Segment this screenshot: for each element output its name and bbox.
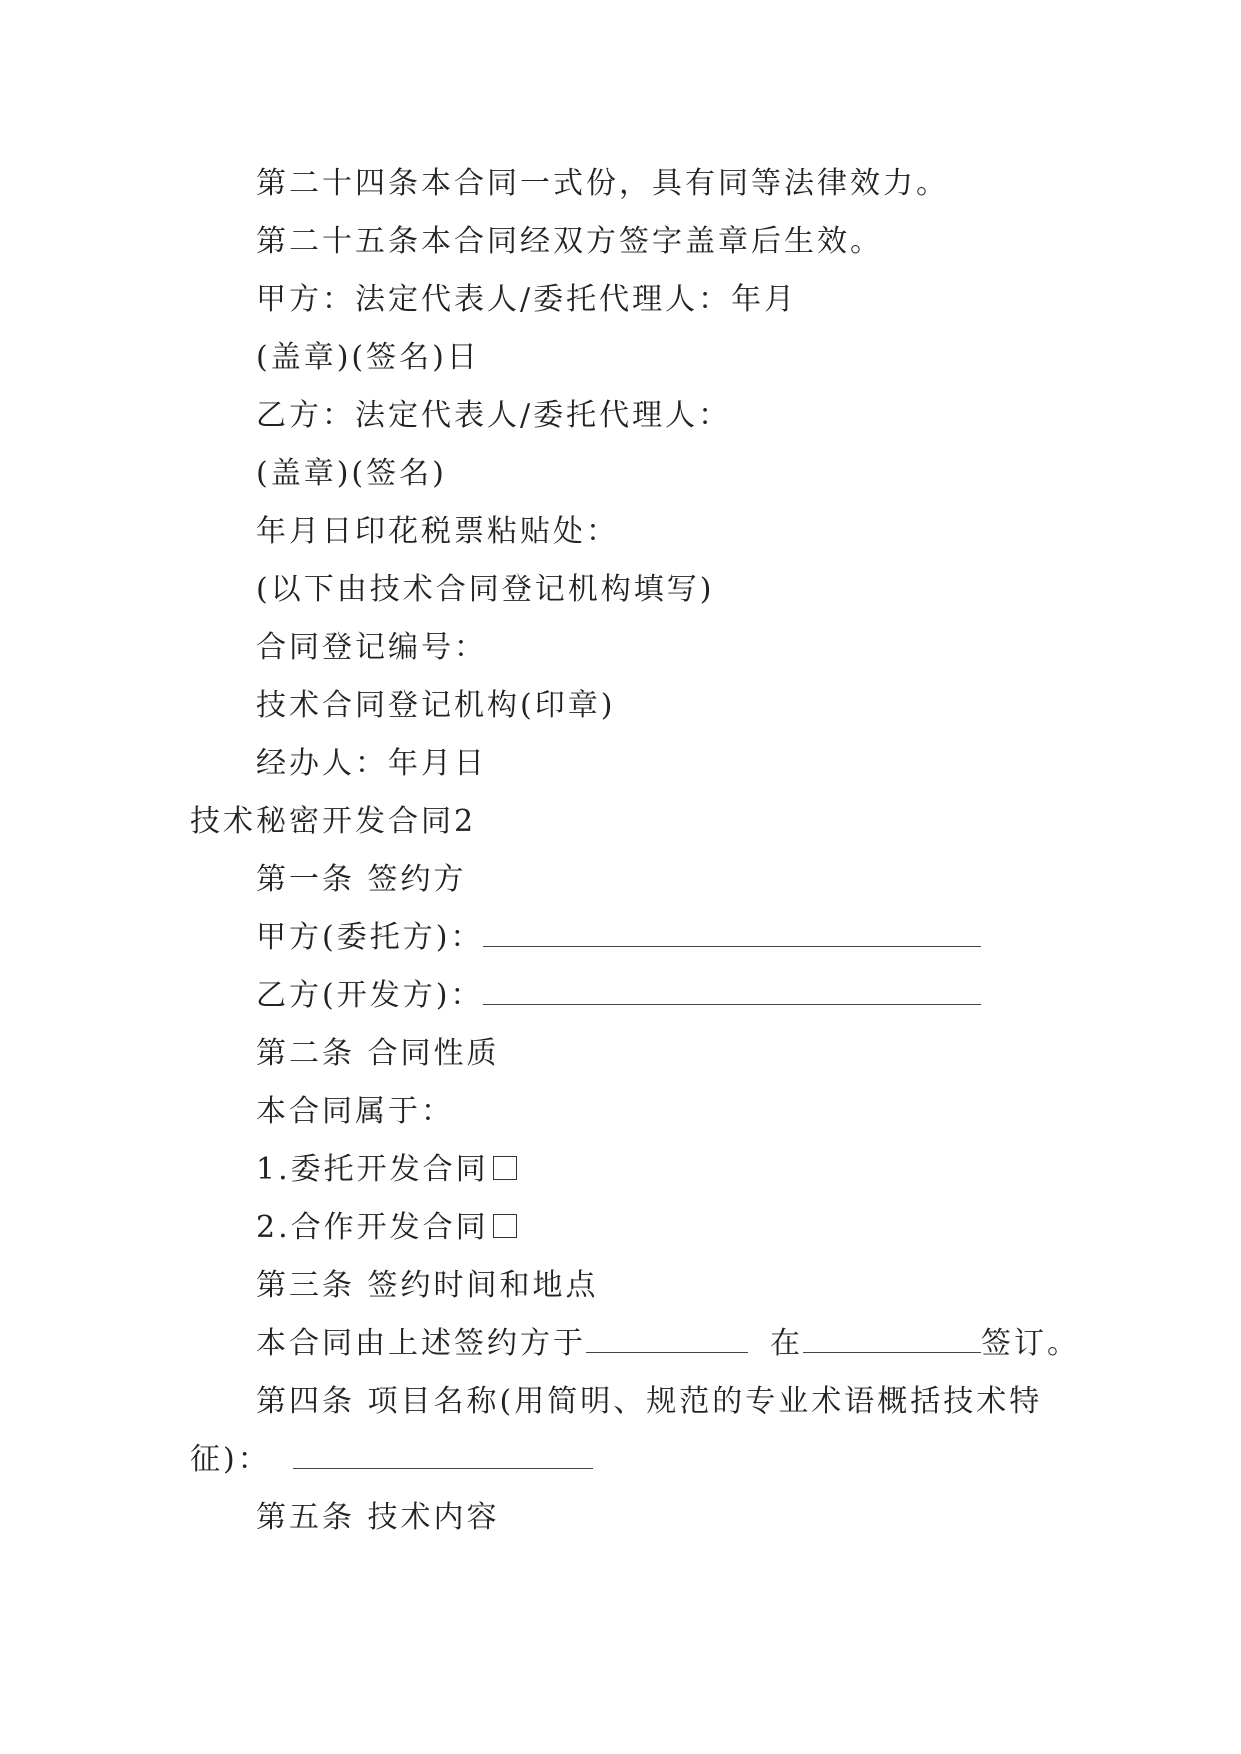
stamp-tax-line: 年月日印花税票粘贴处：	[256, 514, 619, 549]
option-1-checkbox	[493, 1156, 517, 1180]
signing-text-3: 签订。	[981, 1326, 1080, 1361]
handler-line: 经办人：年月日	[256, 746, 487, 781]
article-3-title: 第三条 签约时间和地点	[256, 1268, 599, 1303]
article-4-label: 征)：	[190, 1442, 271, 1477]
party-b-blank	[483, 976, 981, 1005]
party-b-row	[256, 976, 981, 1016]
signing-text-1: 本合同由上述签约方于	[256, 1326, 586, 1361]
registration-note: (以下由技术合同登记机构填写)	[256, 572, 715, 607]
party-a-label: 甲方(委托方)：	[256, 920, 484, 955]
registration-agency: 技术合同登记机构(印章)	[256, 688, 616, 723]
party-a-blank	[483, 918, 981, 947]
contract-type-intro: 本合同属于：	[256, 1094, 454, 1129]
signing-date-blank	[586, 1324, 748, 1353]
party-a-row	[256, 918, 981, 958]
signing-row	[256, 1324, 1080, 1364]
option-1-row	[256, 1150, 517, 1190]
registration-number: 合同登记编号：	[256, 630, 487, 665]
party-b-signature-line: 乙方：法定代表人/委托代理人：	[256, 398, 732, 433]
project-name-blank	[293, 1440, 593, 1469]
clause-25: 第二十五条本合同经双方签字盖章后生效。	[256, 224, 883, 259]
party-a-seal-line: (盖章)(签名)日	[256, 340, 480, 375]
contract-heading: 技术秘密开发合同2	[190, 804, 477, 839]
article-4-line-1: 第四条 项目名称(用简明、规范的专业术语概括技术特	[256, 1384, 1043, 1419]
article-1-title: 第一条 签约方	[256, 862, 467, 897]
option-1-label: 1.委托开发合同	[256, 1152, 489, 1187]
clause-24: 第二十四条本合同一式份，具有同等法律效力。	[256, 166, 949, 201]
option-2-row	[256, 1208, 517, 1248]
option-2-checkbox	[493, 1214, 517, 1238]
article-4-line-2	[190, 1440, 593, 1480]
party-b-label: 乙方(开发方)：	[256, 978, 484, 1013]
signing-place-blank	[803, 1324, 981, 1353]
signing-text-2: 在	[770, 1326, 803, 1361]
article-2-title: 第二条 合同性质	[256, 1036, 500, 1071]
option-2-label: 2.合作开发合同	[256, 1210, 489, 1245]
article-5-title: 第五条 技术内容	[256, 1500, 500, 1535]
party-a-signature-line: 甲方：法定代表人/委托代理人：年月	[256, 282, 798, 317]
party-b-seal-line: (盖章)(签名)	[256, 456, 447, 491]
